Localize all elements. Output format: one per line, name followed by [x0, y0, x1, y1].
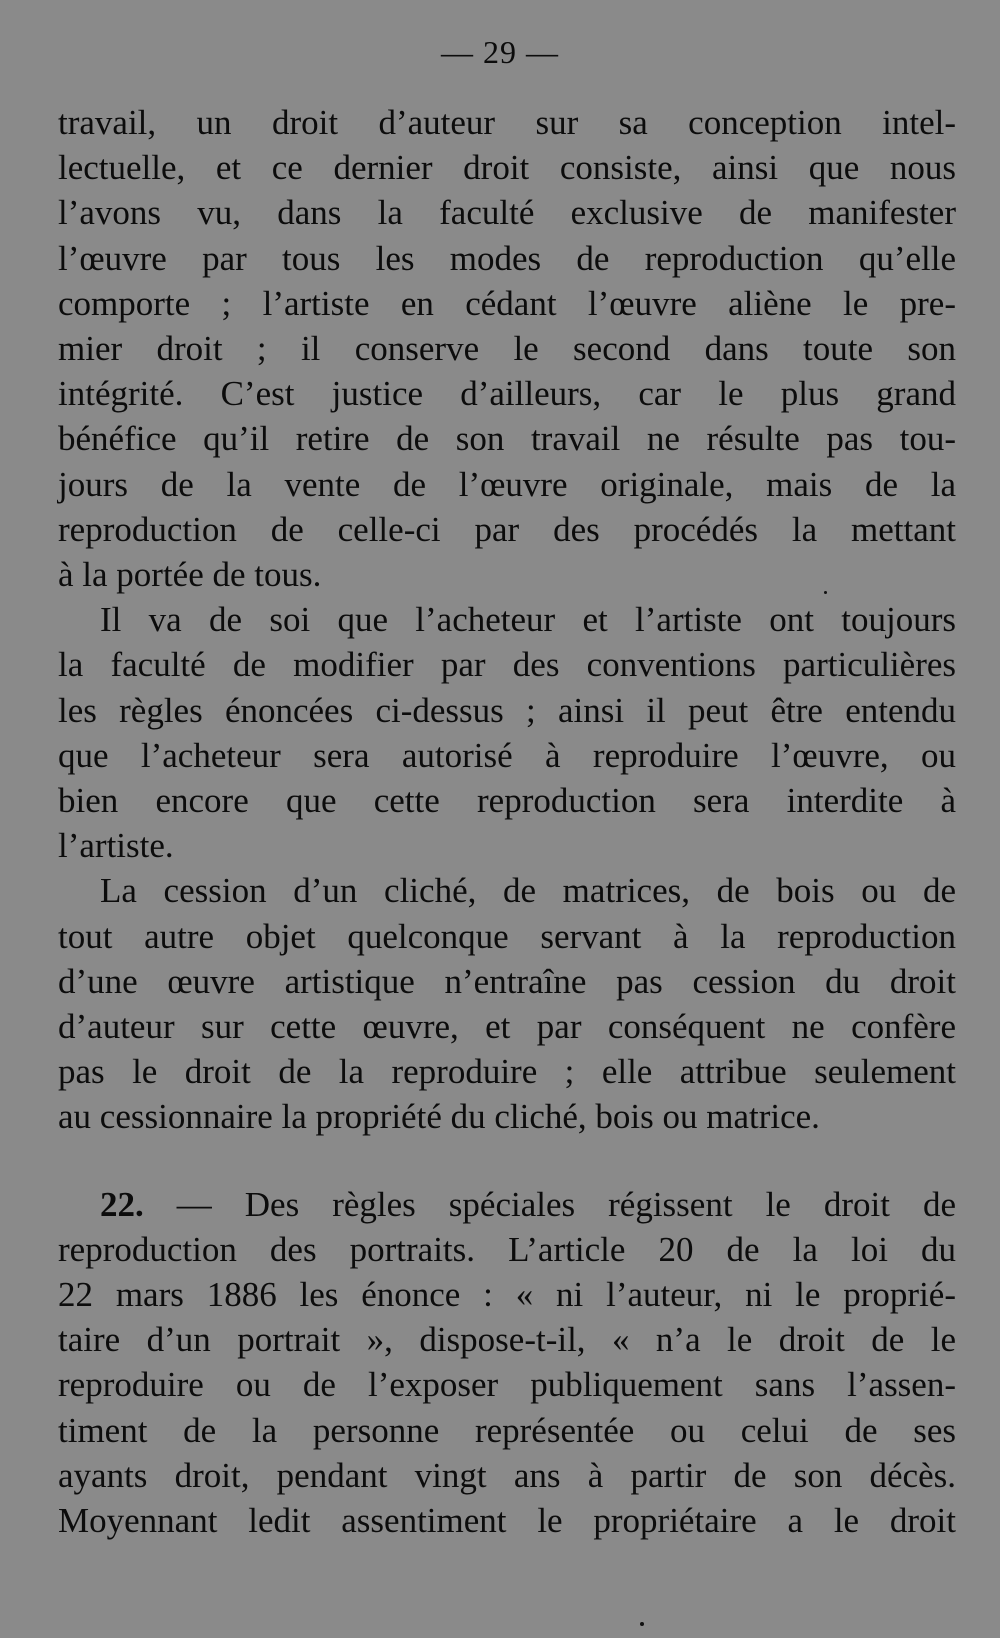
- text-line: taire d’un portrait », dispose-t-il, « n’a le droit de le: [58, 1320, 956, 1360]
- body-text: [58, 100, 956, 1543]
- text-line: 22 mars 1886 les énonce : « ni l’auteur, ni le proprié-: [58, 1275, 956, 1315]
- text-line: reproduction des portraits. L’article 20 de la loi du: [58, 1229, 956, 1269]
- text-line: bénéfice qu’il retire de son travail ne résulte pas tou-: [58, 419, 956, 459]
- text-line: reproduire ou de l’exposer publiquement sans l’assen-: [58, 1365, 956, 1405]
- text-line-content: — Des règles spéciales régissent le droit de: [143, 1184, 956, 1224]
- text-line: comporte ; l’artiste en cédant l’œuvre aliène le pre-: [58, 283, 956, 323]
- ink-speck: [640, 1622, 644, 1626]
- text-line: pas le droit de la reproduire ; elle attribue seulement: [58, 1052, 956, 1092]
- text-line: à la portée de tous.: [58, 555, 322, 595]
- text-line: que l’acheteur sera autorisé à reproduire l’œuvre, ou: [58, 735, 956, 775]
- text-line: Moyennant ledit assentiment le propriétaire a le droit: [58, 1501, 956, 1541]
- text-line: mier droit ; il conserve le second dans toute son: [58, 329, 956, 369]
- text-line: d’une œuvre artistique n’entraîne pas cession du droit: [58, 961, 956, 1001]
- text-line: La cession d’un cliché, de matrices, de bois ou de: [100, 871, 956, 911]
- text-line: tout autre objet quelconque servant à la reproduction: [58, 916, 956, 956]
- text-line: la faculté de modifier par des conventions particulières: [58, 645, 956, 685]
- text-line: l’œuvre par tous les modes de reproduction qu’elle: [58, 238, 956, 278]
- text-line: l’artiste.: [58, 826, 174, 866]
- text-line: les règles énoncées ci-dessus ; ainsi il peut être entendu: [58, 690, 956, 730]
- ink-speck: [824, 591, 827, 594]
- paragraph: [58, 100, 956, 597]
- text-line: bien encore que cette reproduction sera interdite à: [58, 781, 956, 821]
- page-number: — 29 —: [441, 34, 559, 70]
- text-line: ayants droit, pendant vingt ans à partir de son décès.: [58, 1455, 956, 1495]
- text-line: [58, 1182, 956, 1227]
- paragraph: [58, 597, 956, 868]
- paragraph: [58, 868, 956, 1139]
- text-line: travail, un droit d’auteur sur sa conception intel-: [58, 103, 956, 142]
- text-line: Il va de soi que l’acheteur et l’artiste ont toujours: [100, 600, 956, 640]
- section-number: 22.: [100, 1184, 144, 1224]
- text-line: timent de la personne représentée ou celui de ses: [58, 1410, 956, 1450]
- section-paragraph: [58, 1182, 956, 1544]
- text-line: jours de la vente de l’œuvre originale, mais de la: [58, 464, 956, 504]
- text-line: au cessionnaire la propriété du cliché, bois ou matrice.: [58, 1097, 820, 1137]
- text-line: intégrité. C’est justice d’ailleurs, car le plus grand: [58, 374, 956, 414]
- text-line: reproduction de celle-ci par des procédés la mettant: [58, 509, 956, 549]
- text-line: d’auteur sur cette œuvre, et par conséquent ne confère: [58, 1007, 956, 1047]
- text-line: l’avons vu, dans la faculté exclusive de manifester: [58, 193, 956, 233]
- section-spacer: [58, 1140, 956, 1182]
- text-line: lectuelle, et ce dernier droit consiste, ainsi que nous: [58, 148, 956, 188]
